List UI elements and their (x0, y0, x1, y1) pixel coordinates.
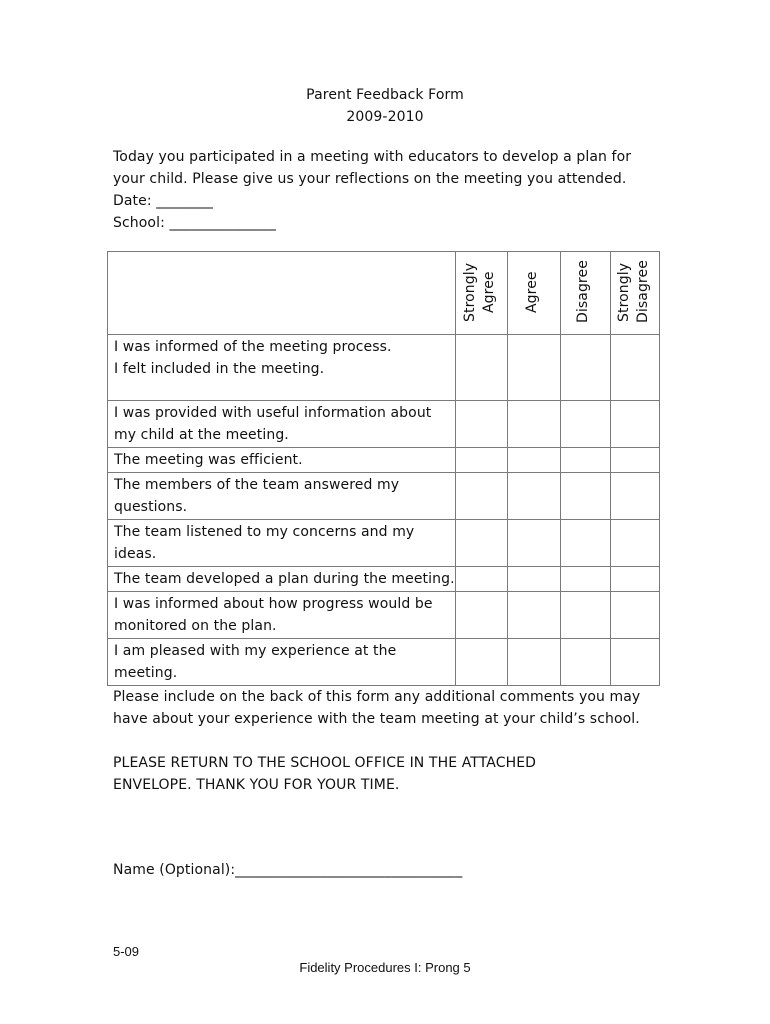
statement-line: my child at the meeting. (114, 427, 289, 443)
rating-cell-agree[interactable] (507, 401, 560, 448)
statement-line: I felt included in the meeting. (114, 361, 325, 377)
table-row (108, 639, 660, 686)
statement-line: I was provided with useful information about (114, 405, 432, 421)
header-disagree-label: Disagree (575, 260, 592, 324)
rating-cell-strongly-disagree[interactable] (610, 401, 659, 448)
return-line-2: ENVELOPE. THANK YOU FOR YOUR TIME. (113, 777, 400, 793)
rating-cell-agree[interactable] (507, 520, 560, 567)
header-strongly-disagree-line1: Strongly (615, 262, 632, 322)
statement-cell (108, 520, 456, 567)
rating-cell-agree[interactable] (507, 592, 560, 639)
rating-cell-strongly-agree[interactable] (455, 335, 507, 401)
statement-cell (108, 592, 456, 639)
comments-line-2: have about your experience with the team meeting at your child’s school. (113, 711, 640, 727)
header-disagree (560, 252, 610, 335)
name-field[interactable]: Name (Optional):________________________________ (113, 862, 463, 878)
table-row (108, 473, 660, 520)
statement-line: meeting. (114, 665, 178, 681)
table-row (108, 401, 660, 448)
rating-cell-agree[interactable] (507, 335, 560, 401)
statement-cell (108, 401, 456, 448)
rating-cell-strongly-agree[interactable] (455, 448, 507, 473)
intro-section (113, 146, 673, 234)
rating-cell-agree[interactable] (507, 639, 560, 686)
statement-cell (108, 335, 456, 401)
rating-cell-strongly-disagree[interactable] (610, 592, 659, 639)
footer-document-title: Fidelity Procedures I: Prong 5 (299, 960, 471, 975)
footer-code: 5-09 (113, 944, 140, 959)
intro-line-1: Today you participated in a meeting with educators to develop a plan for (113, 149, 632, 165)
table-header-row (108, 252, 660, 335)
rating-cell-agree[interactable] (507, 448, 560, 473)
feedback-table (107, 251, 660, 686)
statement-line: monitored on the plan. (114, 618, 277, 634)
rating-cell-strongly-agree[interactable] (455, 473, 507, 520)
table-row (108, 335, 660, 401)
statement-cell (108, 473, 456, 520)
statement-line: ideas. (114, 546, 157, 562)
comments-instructions (113, 686, 640, 730)
statement-line: The team developed a plan during the meeting. (114, 571, 455, 587)
table-row (108, 520, 660, 567)
header-strongly-disagree (610, 252, 659, 335)
table-row (108, 592, 660, 639)
header-agree (507, 252, 560, 335)
rating-cell-strongly-disagree[interactable] (610, 335, 659, 401)
return-instructions (113, 752, 536, 796)
rating-cell-disagree[interactable] (560, 335, 610, 401)
header-strongly-agree-line1: Strongly (462, 262, 479, 322)
statement-line: The meeting was efficient. (114, 452, 303, 468)
rating-cell-disagree[interactable] (560, 401, 610, 448)
statement-line: I was informed of the meeting process. (114, 339, 392, 355)
header-agree-label: Agree (523, 271, 540, 313)
rating-cell-agree[interactable] (507, 473, 560, 520)
statement-cell (108, 639, 456, 686)
rating-cell-disagree[interactable] (560, 639, 610, 686)
return-line-1: PLEASE RETURN TO THE SCHOOL OFFICE IN THE ATTACHED (113, 755, 537, 771)
statement-line: I am pleased with my experience at the (114, 643, 397, 659)
rating-cell-strongly-agree[interactable] (455, 520, 507, 567)
rating-cell-strongly-disagree[interactable] (610, 639, 659, 686)
statement-cell (108, 448, 456, 473)
header-strongly-agree-line2: Agree (481, 271, 498, 313)
form-title-block (0, 84, 770, 128)
comments-line-1: Please include on the back of this form any additional comments you may (113, 689, 641, 705)
rating-cell-disagree[interactable] (560, 567, 610, 592)
table-row (108, 567, 660, 592)
rating-cell-disagree[interactable] (560, 592, 610, 639)
rating-cell-strongly-agree[interactable] (455, 639, 507, 686)
intro-line-2: your child. Please give us your reflections on the meeting you attended. (113, 171, 627, 187)
header-strongly-agree (455, 252, 507, 335)
statement-line: I was informed about how progress would be (114, 596, 433, 612)
statement-cell (108, 567, 456, 592)
statement-line: The team listened to my concerns and my (114, 524, 415, 540)
rating-cell-strongly-disagree[interactable] (610, 473, 659, 520)
statement-line: questions. (114, 499, 188, 515)
form-title: Parent Feedback Form (306, 87, 464, 103)
rating-cell-strongly-disagree[interactable] (610, 567, 659, 592)
header-strongly-disagree-line2: Disagree (634, 260, 651, 324)
date-field[interactable]: Date: ________ (113, 193, 214, 209)
rating-cell-disagree[interactable] (560, 448, 610, 473)
statement-header-cell (108, 252, 456, 335)
rating-cell-disagree[interactable] (560, 520, 610, 567)
statement-line: The members of the team answered my (114, 477, 400, 493)
form-year: 2009-2010 (346, 109, 424, 125)
rating-cell-strongly-disagree[interactable] (610, 448, 659, 473)
rating-cell-agree[interactable] (507, 567, 560, 592)
table-row (108, 448, 660, 473)
school-field[interactable]: School: _______________ (113, 215, 276, 231)
rating-cell-disagree[interactable] (560, 473, 610, 520)
rating-cell-strongly-agree[interactable] (455, 567, 507, 592)
rating-cell-strongly-agree[interactable] (455, 401, 507, 448)
rating-cell-strongly-disagree[interactable] (610, 520, 659, 567)
rating-cell-strongly-agree[interactable] (455, 592, 507, 639)
